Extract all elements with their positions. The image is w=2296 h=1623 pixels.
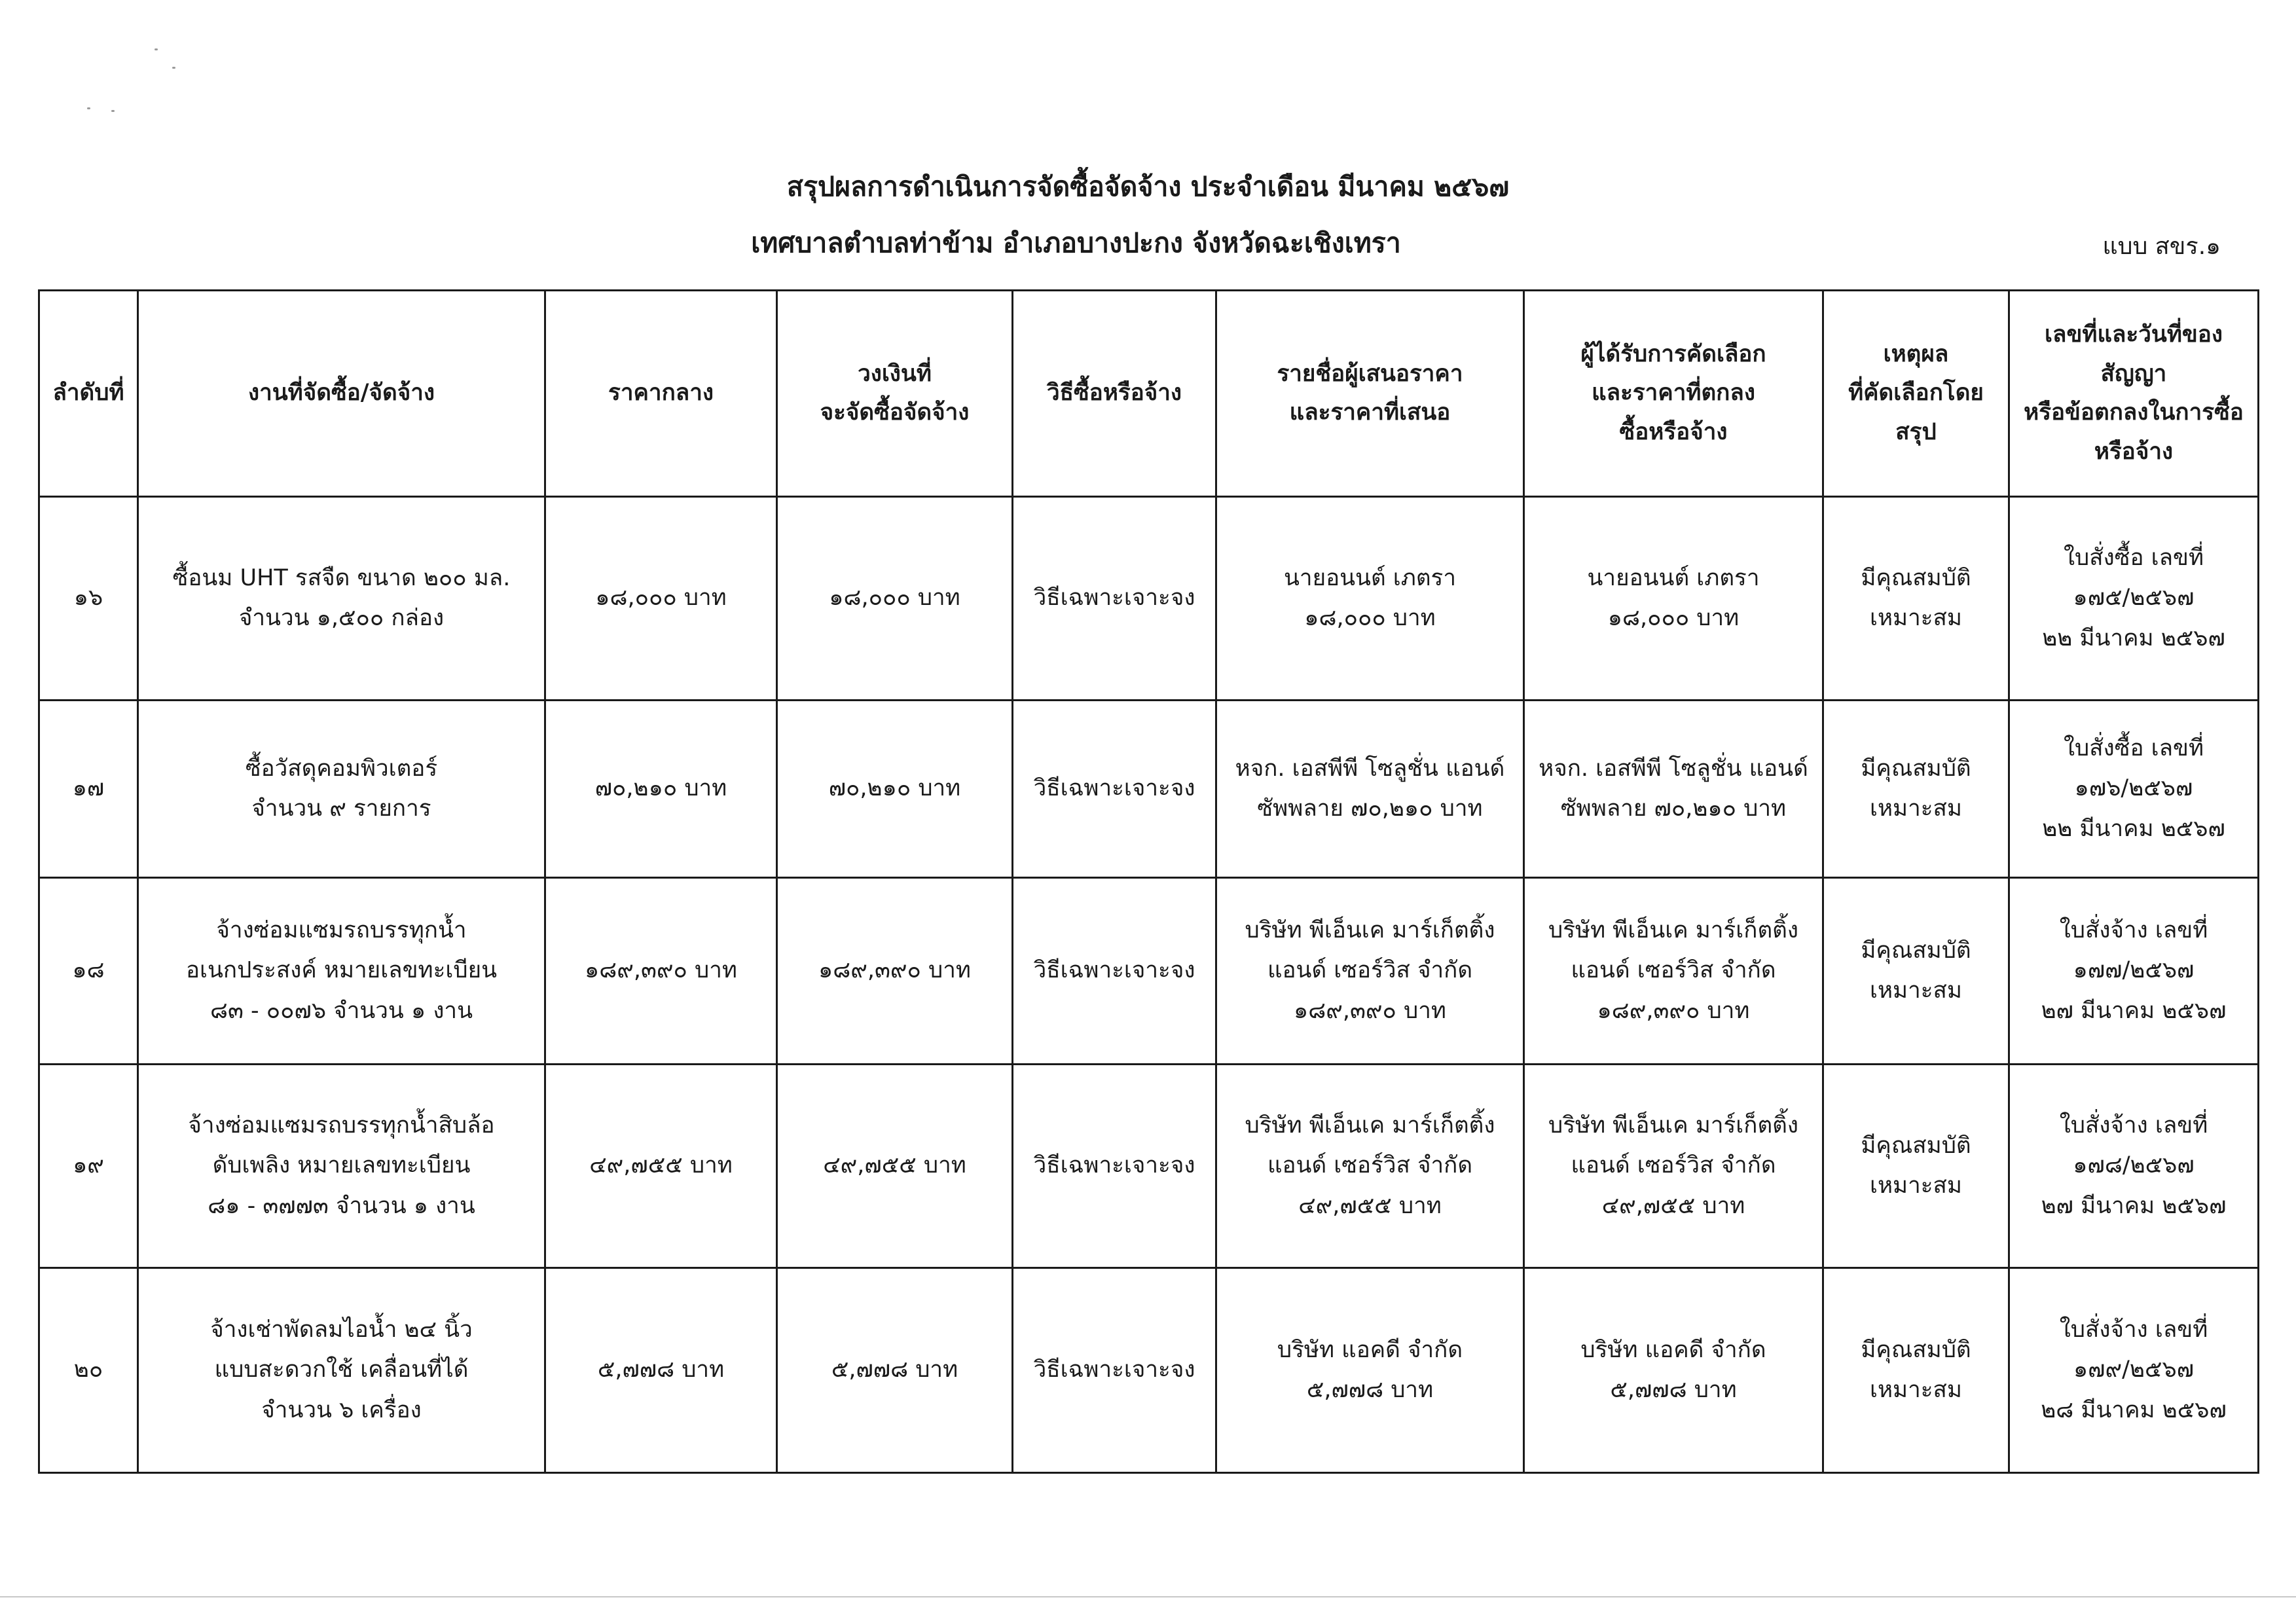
cell-method <box>1013 878 1216 1065</box>
cell-contract-line: ใบสั่งซื้อ เลขที่ <box>2063 545 2204 572</box>
cell-bidders <box>1216 1268 1524 1473</box>
cell-reason <box>1823 878 2009 1065</box>
cell-bidders-line: ๔๙,๗๕๕ บาท <box>1298 1192 1442 1219</box>
header-text: ราคากลาง <box>608 380 714 407</box>
cell-contract-line: ๑๗๗/๒๕๖๗ <box>2073 957 2195 984</box>
header-text: ผู้ได้รับการคัดเลือก <box>1580 340 1766 367</box>
cell-work-line: ดับเพลิง หมายเลขทะเบียน <box>212 1152 471 1179</box>
cell-contract <box>2009 878 2259 1065</box>
cell-median-price <box>545 701 777 878</box>
cell-budget-text: ๔๙,๗๕๕ บาท <box>823 1152 966 1179</box>
cell-median-price <box>545 878 777 1065</box>
cell-method-text: วิธีเฉพาะเจาะจง <box>1033 775 1195 802</box>
cell-selected-line: ซัพพลาย ๗๐,๒๑๐ บาท <box>1560 795 1787 822</box>
cell-reason <box>1823 701 2009 878</box>
cell-contract-line: ๒๒ มีนาคม ๒๕๖๗ <box>2042 625 2225 651</box>
header-text: และราคาที่เสนอ <box>1289 399 1451 426</box>
cell-reason <box>1823 1065 2009 1268</box>
cell-reason-line: เหมาะสม <box>1870 1173 1962 1199</box>
cell-method-text: วิธีเฉพาะเจาะจง <box>1033 1357 1195 1383</box>
cell-selected-line: ๑๘,๐๐๐ บาท <box>1607 605 1740 631</box>
cell-budget-text: ๕,๗๗๘ บาท <box>831 1357 958 1383</box>
cell-no <box>39 701 138 878</box>
cell-budget <box>777 1268 1013 1473</box>
header-text: หรือจ้าง <box>2094 438 2174 465</box>
cell-median-price <box>545 1065 777 1268</box>
cell-selected-line: บริษัท พีเอ็นเค มาร์เก็ตติ้ง <box>1548 917 1798 944</box>
header-text: วงเงินที่ <box>858 360 932 387</box>
cell-method <box>1013 497 1216 701</box>
cell-median-price-text: ๑๘,๐๐๐ บาท <box>595 585 727 611</box>
form-code: แบบ สขร.๑ <box>2102 233 2221 260</box>
cell-work-line: จำนวน ๖ เครื่อง <box>261 1396 422 1423</box>
cell-work-line: แบบสะดวกใช้ เคลื่อนที่ได้ <box>214 1357 469 1383</box>
cell-contract-line: ใบสั่งจ้าง เลขที่ <box>2059 917 2208 944</box>
cell-bidders <box>1216 878 1524 1065</box>
cell-work-line: จำนวน ๙ รายการ <box>251 795 431 822</box>
procurement-summary-table <box>38 289 2259 1474</box>
cell-contract-line: ใบสั่งจ้าง เลขที่ <box>2059 1317 2208 1343</box>
cell-bidders-line: ๑๘,๐๐๐ บาท <box>1304 605 1436 631</box>
cell-work <box>138 497 545 701</box>
header-col-selected <box>1524 291 1823 497</box>
cell-contract-line: ๒๗ มีนาคม ๒๕๖๗ <box>2041 997 2227 1024</box>
cell-method <box>1013 701 1216 878</box>
cell-work-line: ซื้อนม UHT รสจืด ขนาด ๒๐๐ มล. <box>172 564 511 591</box>
cell-reason-line: เหมาะสม <box>1870 605 1962 631</box>
cell-reason-line: เหมาะสม <box>1870 795 1962 822</box>
table-header-row <box>39 291 2259 497</box>
cell-bidders-line: บริษัท แอคดี จำกัด <box>1277 1336 1463 1363</box>
header-col-no <box>39 291 138 497</box>
header-text: สัญญา <box>2100 360 2167 387</box>
cell-method <box>1013 1268 1216 1473</box>
cell-bidders <box>1216 701 1524 878</box>
cell-work-line: ซื้อวัสดุคอมพิวเตอร์ <box>245 755 438 782</box>
cell-budget <box>777 878 1013 1065</box>
header-text: รายชื่อผู้เสนอราคา <box>1277 360 1463 387</box>
header-col-median-price <box>545 291 777 497</box>
cell-no-text: ๑๙ <box>73 1152 104 1179</box>
cell-no-text: ๑๘ <box>72 957 105 984</box>
cell-reason-line: มีคุณสมบัติ <box>1861 755 1971 782</box>
header-text: เหตุผล <box>1883 340 1949 367</box>
cell-work <box>138 1268 545 1473</box>
table-row <box>39 701 2259 878</box>
cell-bidders-line: บริษัท พีเอ็นเค มาร์เก็ตติ้ง <box>1245 1112 1495 1139</box>
cell-contract-line: ๑๗๖/๒๕๖๗ <box>2074 775 2193 802</box>
cell-work-line: ๘๑ - ๓๗๗๓ จำนวน ๑ งาน <box>208 1192 475 1219</box>
header-text: งานที่จัดซื้อ/จัดจ้าง <box>247 380 435 407</box>
scan-edge-line <box>0 1596 2296 1597</box>
cell-work-line: ๘๓ - ๐๐๗๖ จำนวน ๑ งาน <box>210 997 473 1024</box>
cell-budget-text: ๑๘,๐๐๐ บาท <box>829 585 960 611</box>
cell-work <box>138 1065 545 1268</box>
cell-contract-line: ๒๒ มีนาคม ๒๕๖๗ <box>2042 815 2225 842</box>
page-title: สรุปผลการดำเนินการจัดซื้อจัดจ้าง ประจำเดือน มีนาคม ๒๕๖๗ <box>786 171 1510 202</box>
cell-reason-line: เหมาะสม <box>1870 1377 1962 1403</box>
cell-median-price <box>545 1268 777 1473</box>
cell-selected-line: ๕,๗๗๘ บาท <box>1610 1377 1737 1403</box>
table-row <box>39 1268 2259 1473</box>
cell-no <box>39 878 138 1065</box>
scan-mark <box>111 110 115 112</box>
cell-selected <box>1524 497 1823 701</box>
header-text: เลขที่และวันที่ของ <box>2045 321 2223 348</box>
cell-selected-line: บริษัท แอคดี จำกัด <box>1580 1336 1766 1363</box>
header-text: หรือข้อตกลงในการซื้อ <box>2024 399 2244 426</box>
cell-median-price-text: ๕,๗๗๘ บาท <box>597 1357 725 1383</box>
cell-no-text: ๑๗ <box>72 775 105 802</box>
cell-selected-line: หจก. เอสพีพี โซลูชั่น แอนด์ <box>1539 755 1808 782</box>
header-text: ลำดับที่ <box>52 380 124 407</box>
cell-bidders-line: ๑๘๙,๓๙๐ บาท <box>1294 997 1446 1024</box>
header-text: สรุป <box>1895 418 1937 445</box>
header-col-bidders <box>1216 291 1524 497</box>
cell-reason-line: เหมาะสม <box>1870 977 1962 1004</box>
header-col-work <box>138 291 545 497</box>
cell-bidders-line: แอนด์ เซอร์วิส จำกัด <box>1267 957 1473 984</box>
cell-selected <box>1524 1065 1823 1268</box>
cell-bidders-line: ๕,๗๗๘ บาท <box>1306 1377 1434 1403</box>
header-text: และราคาที่ตกลง <box>1592 380 1755 407</box>
cell-selected-line: ๔๙,๗๕๕ บาท <box>1601 1192 1745 1219</box>
header-col-contract <box>2009 291 2259 497</box>
cell-work <box>138 701 545 878</box>
cell-budget <box>777 497 1013 701</box>
cell-no-text: ๑๖ <box>73 585 103 611</box>
header-text: วิธีซื้อหรือจ้าง <box>1047 380 1182 407</box>
page-subtitle: เทศบาลตำบลท่าข้าม อำเภอบางปะกง จังหวัดฉะเชิงเทรา <box>751 227 1401 259</box>
cell-selected-line: นายอนนต์ เภตรา <box>1587 564 1760 591</box>
cell-work-line: จ้างซ่อมแซมรถบรรทุกน้ำสิบล้อ <box>188 1112 495 1139</box>
cell-selected-line: ๑๘๙,๓๙๐ บาท <box>1597 997 1750 1024</box>
cell-bidders-line: แอนด์ เซอร์วิส จำกัด <box>1267 1152 1473 1179</box>
cell-bidders <box>1216 1065 1524 1268</box>
cell-reason-line: มีคุณสมบัติ <box>1861 564 1971 591</box>
cell-reason-line: มีคุณสมบัติ <box>1861 937 1971 964</box>
cell-median-price-text: ๑๘๙,๓๙๐ บาท <box>585 957 737 984</box>
cell-contract-line: ๑๗๕/๒๕๖๗ <box>2073 585 2195 611</box>
cell-contract-line: ๒๗ มีนาคม ๒๕๖๗ <box>2041 1192 2227 1219</box>
cell-method-text: วิธีเฉพาะเจาะจง <box>1033 1152 1195 1179</box>
table-row <box>39 1065 2259 1268</box>
cell-bidders-line: ซัพพลาย ๗๐,๒๑๐ บาท <box>1257 795 1483 822</box>
cell-median-price <box>545 497 777 701</box>
cell-contract-line: ๒๘ มีนาคม ๒๕๖๗ <box>2041 1396 2227 1423</box>
cell-budget <box>777 701 1013 878</box>
header-text: จะจัดซื้อจัดจ้าง <box>820 399 970 426</box>
cell-no <box>39 1065 138 1268</box>
cell-budget <box>777 1065 1013 1268</box>
table-row <box>39 497 2259 701</box>
cell-bidders <box>1216 497 1524 701</box>
cell-no-text: ๒๐ <box>73 1357 103 1383</box>
header-col-reason <box>1823 291 2009 497</box>
cell-contract <box>2009 701 2259 878</box>
cell-work-line: จำนวน ๑,๕๐๐ กล่อง <box>238 605 445 631</box>
cell-contract <box>2009 1065 2259 1268</box>
cell-work <box>138 878 545 1065</box>
cell-reason-line: มีคุณสมบัติ <box>1861 1336 1971 1363</box>
cell-selected <box>1524 878 1823 1065</box>
cell-median-price-text: ๔๙,๗๕๕ บาท <box>589 1152 733 1179</box>
cell-method-text: วิธีเฉพาะเจาะจง <box>1033 957 1195 984</box>
cell-bidders-line: หจก. เอสพีพี โซลูชั่น แอนด์ <box>1235 755 1505 782</box>
cell-bidders-line: บริษัท พีเอ็นเค มาร์เก็ตติ้ง <box>1245 917 1495 944</box>
cell-contract-line: ๑๗๘/๒๕๖๗ <box>2073 1152 2195 1179</box>
header-col-budget <box>777 291 1013 497</box>
header-text: ที่คัดเลือกโดย <box>1848 380 1984 407</box>
cell-reason-line: มีคุณสมบัติ <box>1861 1132 1971 1159</box>
cell-selected-line: แอนด์ เซอร์วิส จำกัด <box>1571 1152 1776 1179</box>
cell-no <box>39 1268 138 1473</box>
cell-contract-line: ใบสั่งซื้อ เลขที่ <box>2063 735 2204 762</box>
cell-budget-text: ๑๘๙,๓๙๐ บาท <box>818 957 971 984</box>
cell-contract-line: ใบสั่งจ้าง เลขที่ <box>2059 1112 2208 1139</box>
scan-mark <box>87 107 90 109</box>
cell-median-price-text: ๗๐,๒๑๐ บาท <box>594 775 727 802</box>
cell-work-line: จ้างเช่าพัดลมไอน้ำ ๒๔ นิ้ว <box>210 1317 473 1343</box>
cell-contract <box>2009 1268 2259 1473</box>
cell-method <box>1013 1065 1216 1268</box>
cell-bidders-line: นายอนนต์ เภตรา <box>1283 564 1457 591</box>
cell-budget-text: ๗๐,๒๑๐ บาท <box>828 775 961 802</box>
cell-selected <box>1524 701 1823 878</box>
cell-no <box>39 497 138 701</box>
scan-mark <box>172 67 175 69</box>
table-row <box>39 878 2259 1065</box>
cell-selected <box>1524 1268 1823 1473</box>
header-col-method <box>1013 291 1216 497</box>
header-text: ซื้อหรือจ้าง <box>1619 418 1728 445</box>
cell-reason <box>1823 1268 2009 1473</box>
cell-work-line: จ้างซ่อมแซมรถบรรทุกน้ำ <box>216 917 467 944</box>
cell-method-text: วิธีเฉพาะเจาะจง <box>1033 585 1195 611</box>
cell-reason <box>1823 497 2009 701</box>
scan-mark <box>155 48 158 50</box>
cell-contract-line: ๑๗๙/๒๕๖๗ <box>2073 1357 2195 1383</box>
cell-contract <box>2009 497 2259 701</box>
cell-selected-line: บริษัท พีเอ็นเค มาร์เก็ตติ้ง <box>1548 1112 1798 1139</box>
table-body <box>39 497 2259 1473</box>
cell-selected-line: แอนด์ เซอร์วิส จำกัด <box>1571 957 1776 984</box>
cell-work-line: อเนกประสงค์ หมายเลขทะเบียน <box>185 957 498 984</box>
